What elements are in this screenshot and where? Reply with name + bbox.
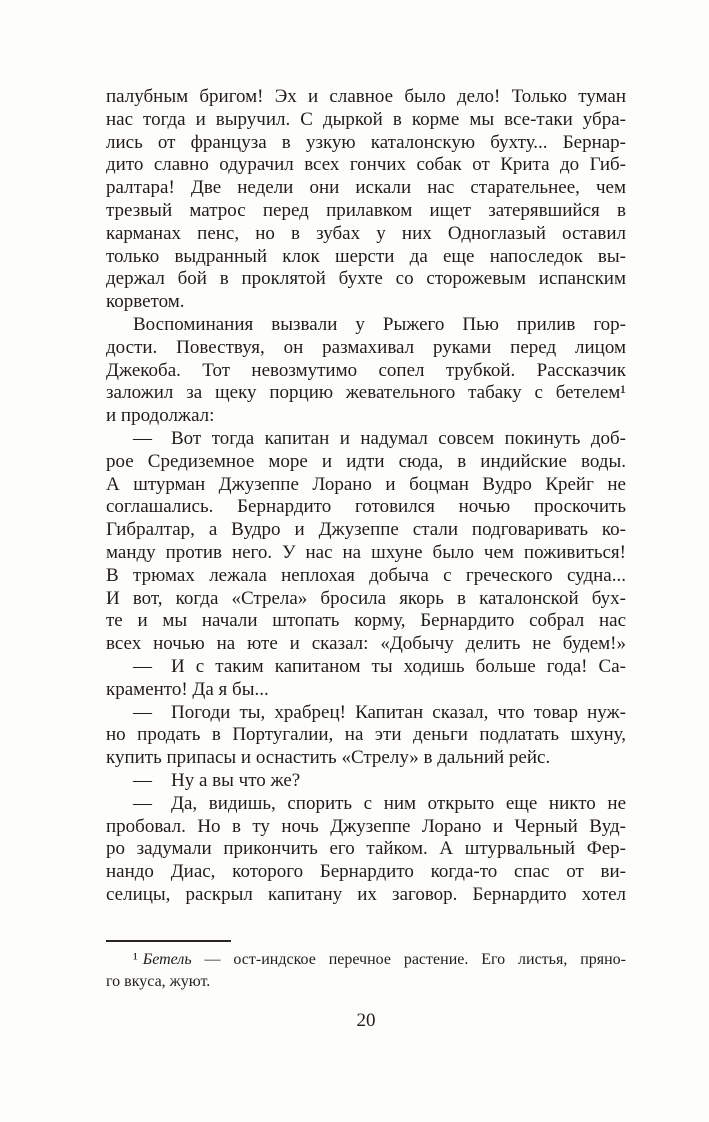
paragraph — [106, 702, 626, 770]
paragraph — [106, 428, 626, 656]
paragraph — [106, 656, 626, 702]
footnote-text: — ост-индское перечное растение. Его листья, пряно- — [204, 951, 627, 968]
text-line: заложил за щеку порцию жевательного табаку с бетелем¹ — [106, 382, 626, 404]
text-line: — Ну а вы что же? — [133, 769, 301, 791]
footnote-line-1 — [106, 949, 626, 971]
text-line: нас тогда и выручил. С дыркой в корме мы все-таки убра- — [106, 108, 626, 130]
text-line: но продать в Португалии, на эти деньги подлатать шхуну, — [106, 724, 626, 746]
text-line: палубным бригом! Эх и славное было дело! Только туман — [106, 86, 626, 107]
footnote-divider — [106, 940, 231, 942]
paragraph — [106, 793, 626, 907]
footnote-marker: ¹ — [133, 951, 138, 968]
text-line: карманах пенс, но в зубах у них Одноглазый оставил — [106, 222, 626, 244]
text-line: А штурман Джузеппе Лорано и боцман Вудро Крейг не — [106, 473, 626, 495]
text-line: пробовал. Но в ту ночь Джузеппе Лорано и Черный Вуд- — [106, 815, 626, 837]
text-line: лись от француза в узкую каталонскую бухту... Бернар- — [106, 131, 626, 153]
text-line: — И с таким капитаном ты ходишь больше года! Са- — [133, 655, 626, 677]
text-line: всех ночью на юте и сказал: «Добычу делить не будем!» — [106, 633, 626, 655]
paragraph — [106, 86, 626, 314]
text-line: и продолжал: — [106, 405, 215, 427]
text-line: Гибралтар, а Вудро и Джузеппе стали подговаривать ко- — [106, 519, 626, 541]
text-line: манду против него. У нас на шхуне было чем поживиться! — [106, 541, 626, 563]
text-line: соглашались. Бернардито готовился ночью проскочить — [106, 496, 626, 518]
text-line: трезвый матрос перед прилавком ищет затерявшийся в — [106, 199, 626, 221]
paragraph — [106, 314, 626, 428]
paragraph — [106, 770, 626, 793]
page-number: 20 — [356, 1010, 376, 1031]
text-line: — Погоди ты, храбрец! Капитан сказал, что товар нуж- — [133, 701, 626, 723]
text-line: держал бой в проклятой бухте со сторожевым испанским — [106, 268, 626, 290]
text-line: дости. Повествуя, он размахивал руками перед лицом — [106, 336, 626, 358]
text-line: ралтара! Две недели они искали нас старательнее, чем — [106, 177, 626, 199]
footnote-term: Бетель — [142, 951, 192, 968]
footnote-line-2: го вкуса, жуют. — [106, 973, 211, 991]
text-line: нандо Диас, которого Бернардито когда-то спас от ви- — [106, 861, 626, 883]
text-line: рое Средиземное море и идти сюда, в индийские воды. — [106, 450, 626, 472]
text-line: Джекоба. Тот невозмутимо сопел трубкой. Рассказчик — [106, 359, 626, 381]
text-line: ро задумали прикончить его тайком. А штурвальный Фер- — [106, 838, 626, 860]
text-line: краменто! Да я бы... — [106, 678, 269, 700]
text-block — [106, 86, 626, 907]
text-line: — Вот тогда капитан и надумал совсем покинуть доб- — [133, 427, 626, 449]
text-line: И вот, когда «Стрела» бросила якорь в каталонской бух- — [106, 587, 626, 609]
text-line: купить припасы и оснастить «Стрелу» в дальний рейс. — [106, 747, 551, 769]
text-line: те и мы начали штопать корму, Бернардито собрал нас — [106, 610, 626, 632]
text-line: — Да, видишь, спорить с ним открыто еще никто не — [133, 792, 626, 814]
text-line: В трюмах лежала неплохая добыча с греческого судна... — [106, 564, 626, 586]
text-line: корветом. — [106, 291, 185, 313]
text-line: дито славно одурачил всех гончих собак от Крита до Гиб- — [106, 154, 626, 176]
text-line: Воспоминания вызвали у Рыжего Пью прилив гор- — [133, 313, 626, 335]
text-line: селицы, раскрыл капитану их заговор. Бернардито хотел — [106, 883, 626, 905]
text-line: только выдранный клок шерсти да еще напоследок вы- — [106, 245, 626, 267]
footnote — [106, 940, 626, 994]
